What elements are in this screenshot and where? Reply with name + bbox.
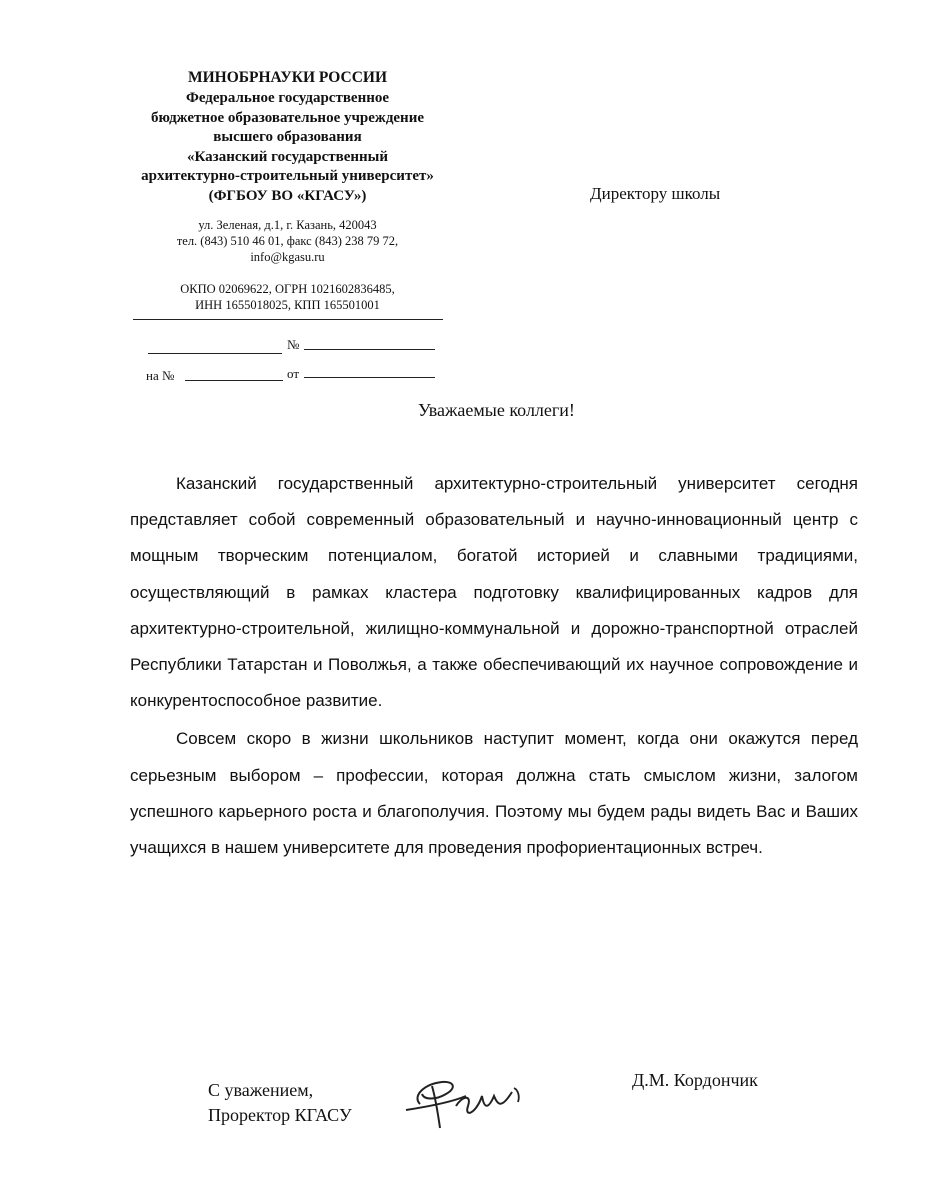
addressee: Директору школы xyxy=(590,184,721,203)
address-line: ул. Зеленая, д.1, г. Казань, 420043 xyxy=(198,218,377,232)
org-line: бюджетное образовательное учреждение xyxy=(150,109,425,126)
org-line: (ФГБОУ ВО «КГАСУ») xyxy=(208,187,367,204)
contact-info xyxy=(120,217,455,265)
handwritten-signature xyxy=(402,1066,532,1138)
org-line: Федеральное государственное xyxy=(185,90,390,106)
code-line: ОКПО 02069622, ОГРН 1021602836485, xyxy=(180,282,395,296)
incoming-date-label: от xyxy=(287,366,300,381)
date-blank-line xyxy=(148,353,282,354)
letterhead-divider xyxy=(133,319,443,320)
signer-position: Проректор КГАСУ xyxy=(208,1105,352,1125)
code-line: ИНН 1655018025, КПП 165501001 xyxy=(195,298,380,312)
closing-phrase: С уважением, xyxy=(208,1080,314,1100)
incoming-ref-label: на № xyxy=(146,368,175,383)
registration-codes xyxy=(120,281,455,313)
email-line: info@kgasu.ru xyxy=(250,250,325,264)
salutation: Уважаемые коллеги! xyxy=(418,400,575,420)
letterhead xyxy=(120,68,455,313)
incoming-ref-blank-line xyxy=(185,380,283,381)
incoming-date-blank-line xyxy=(304,377,435,378)
signature-block xyxy=(208,1078,352,1128)
ref-number-label: № xyxy=(287,337,300,352)
organization-name xyxy=(120,89,455,206)
body-paragraph: Казанский государственный архитектурно-строительный университет сегодня представляет собой современный образовательный и научно-инновационный центр с мощным творческим потенциалом, богатой историей и славными традициями, осуществляющий в рамках кластера подготовку квалифицированных кадров для архитектурно-строительной, жилищно-коммунальной и дорожно-транспортной отраслей Республики Татарстан и Поволжья, а также обеспечивающий их научное сопровождение и конкурентоспособное развитие. xyxy=(130,474,858,711)
phone-line: тел. (843) 510 46 01, факс (843) 238 79 72, xyxy=(176,234,399,248)
letter-body xyxy=(130,466,858,866)
org-line: высшего образования xyxy=(213,129,362,145)
ministry-name: МИНОБРНАУКИ РОССИИ xyxy=(187,69,388,86)
org-line: «Казанский государственный xyxy=(187,148,388,165)
signer-name: Д.М. Кордончик xyxy=(632,1070,758,1090)
org-line: архитектурно-строительный университет» xyxy=(141,168,434,184)
ref-number-blank-line xyxy=(304,349,435,350)
body-paragraph: Совсем скоро в жизни школьников наступит момент, когда они окажутся перед серьезным выбором – профессии, которая должна стать смыслом жизни, залогом успешного карьерного роста и благополучия. Поэтому мы будем рады видеть Вас и Ваших учащихся в нашем университете для проведения профориентационных встреч. xyxy=(130,729,858,858)
